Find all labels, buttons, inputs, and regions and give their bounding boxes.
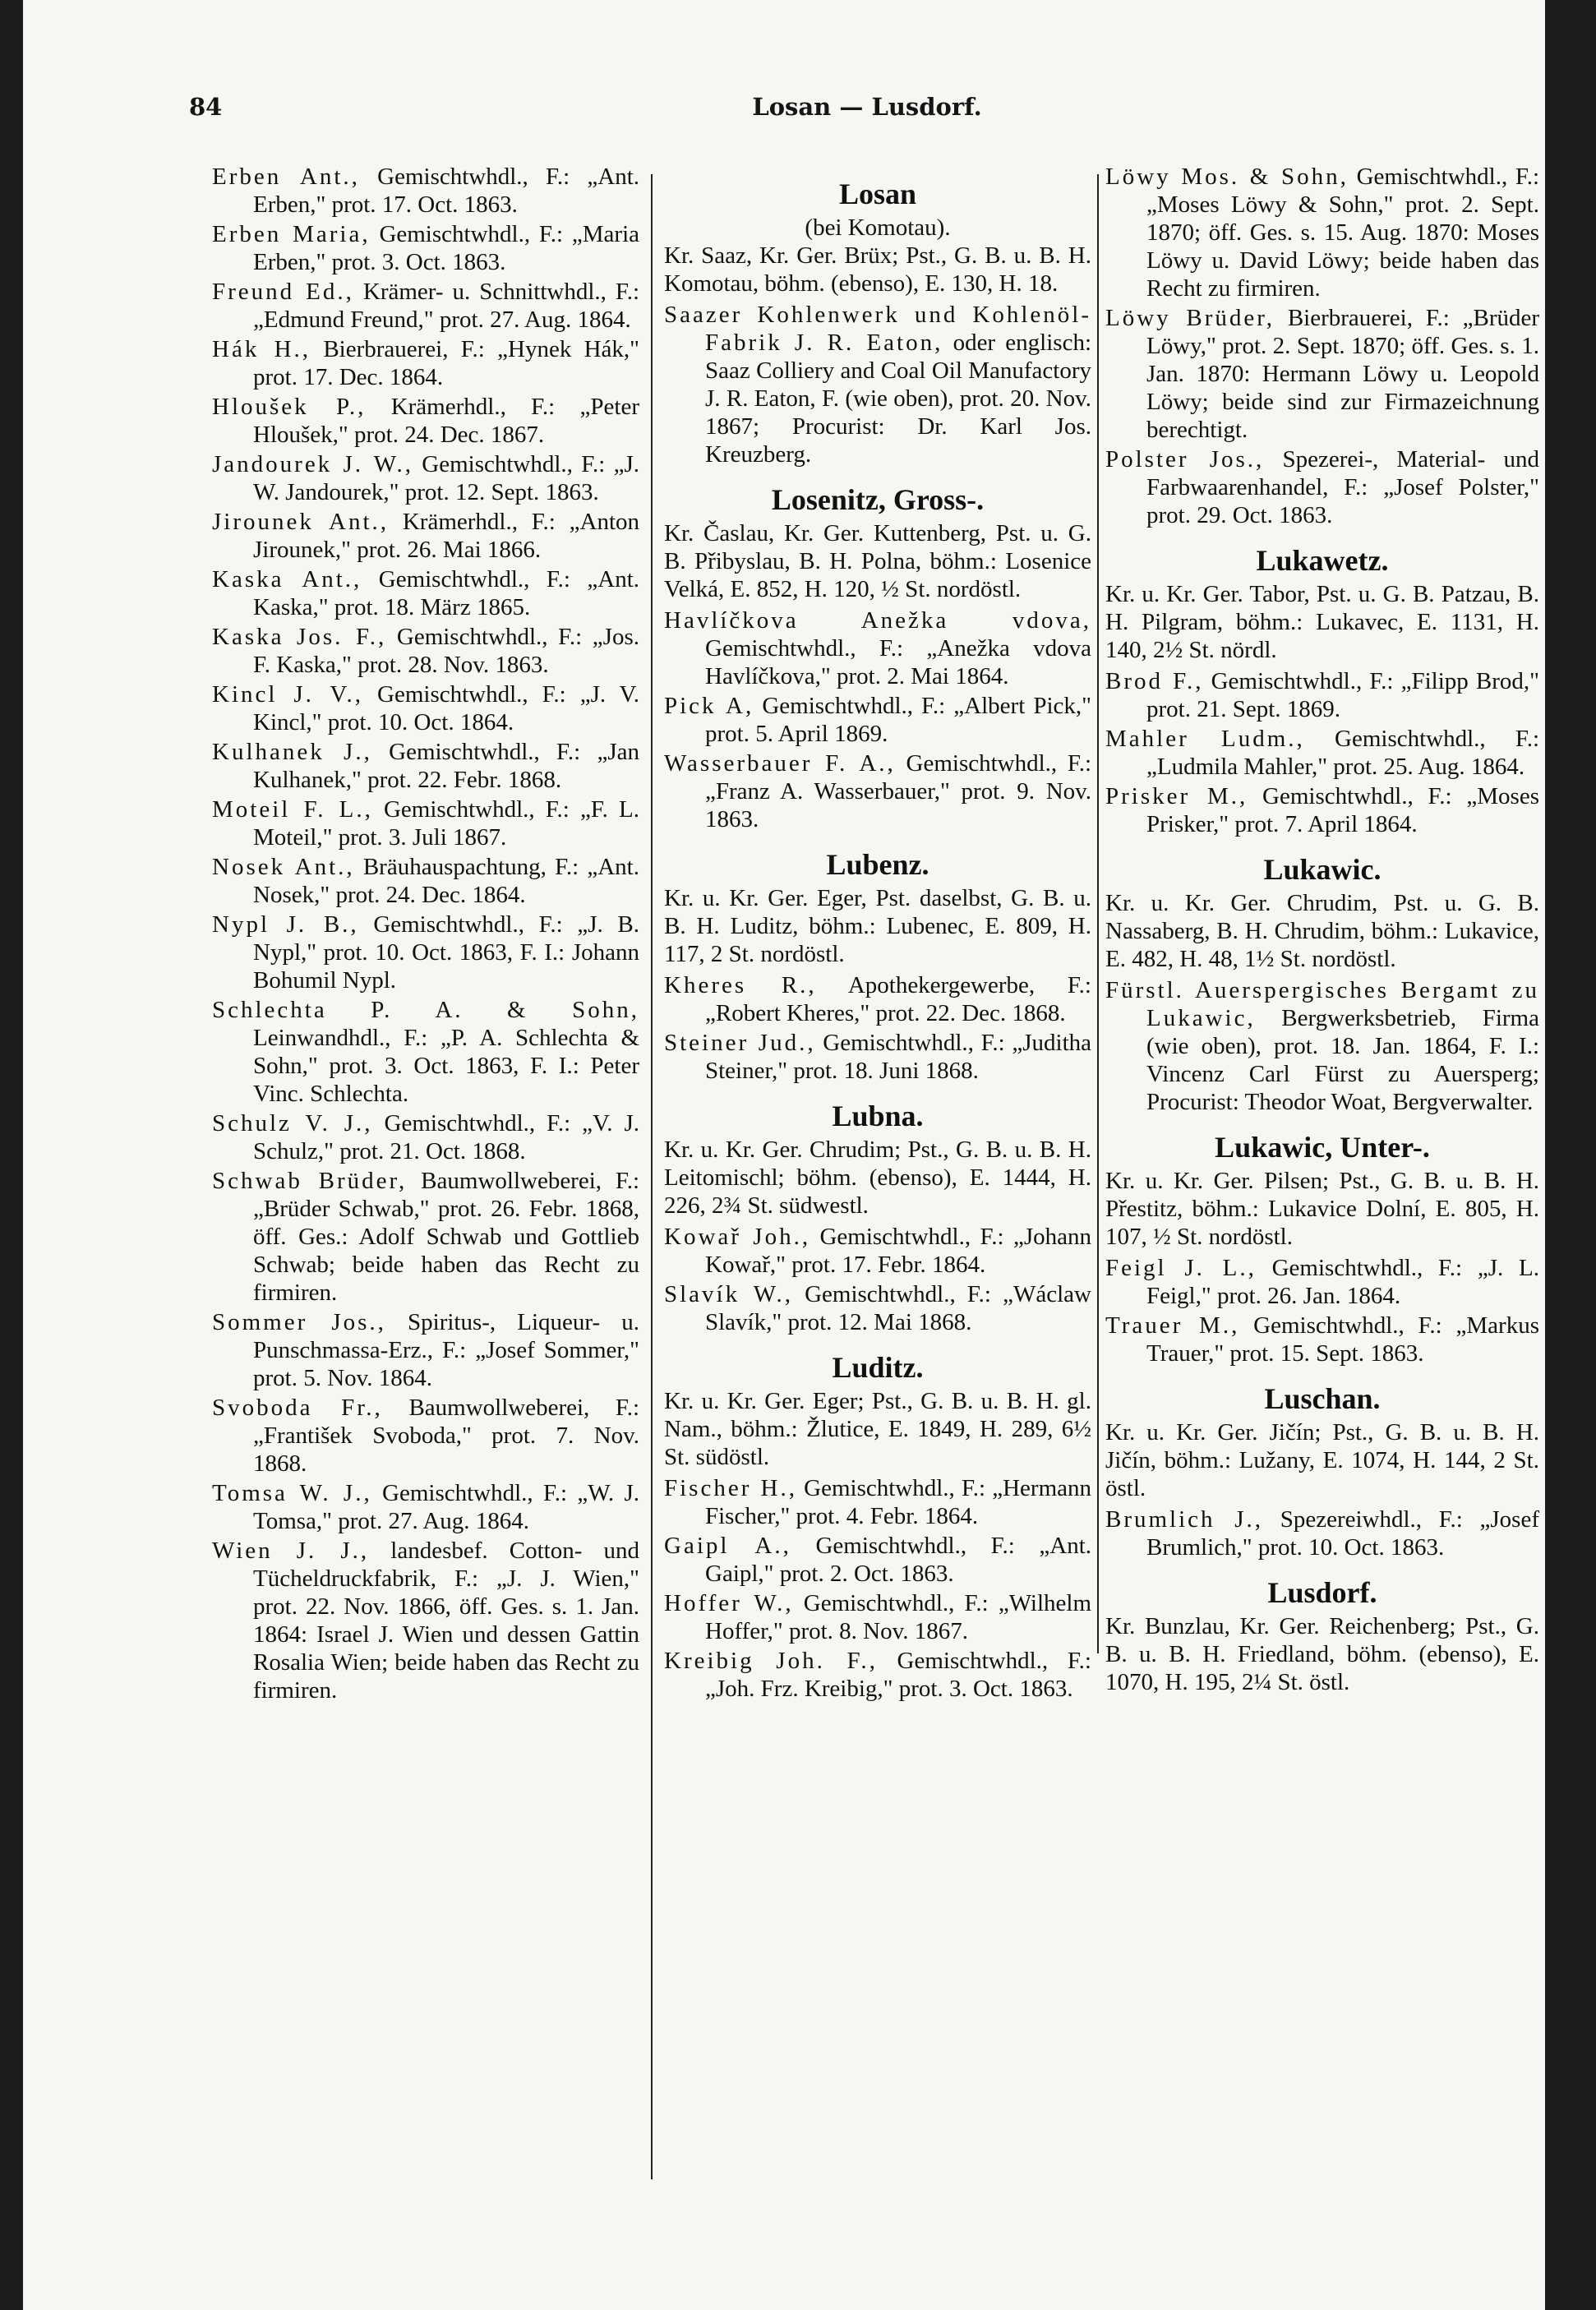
entry-name: Kaska Jos. F., bbox=[212, 624, 387, 650]
place-info: Kr. u. Kr. Ger. Chrudim; Pst., G. B. u. B. H. Leitomischl; böhm. (ebenso), E. 1444, H. 226, 2¾ St. südwestl. bbox=[664, 1137, 1091, 1219]
entry-text: Gemischtwhdl., F.: „Hermann Fischer," prot. 4. Febr. 1864. bbox=[705, 1475, 1092, 1529]
page-number: 84 bbox=[189, 93, 223, 121]
directory-entry bbox=[1105, 1312, 1539, 1367]
entry-name: Kincl J. V., bbox=[212, 681, 364, 708]
entry-text: Spezerei-, Material- und Farbwaarenhandel, F.: „Josef Polster," prot. 29. Oct. 1863. bbox=[1146, 446, 1539, 528]
place-heading: Lukawetz. bbox=[1256, 544, 1389, 577]
entry-text: landesbef. Cotton- und Tücheldruckfabrik, F.: „J. J. Wien," prot. 22. Nov. 1866, öff. Ges. s. 1. Jan. 1864: Israel J. Wien und dessen Gattin Rosalia Wien; beide haben das Recht zu firmiren. bbox=[253, 1538, 639, 1704]
directory-entry bbox=[664, 606, 1091, 690]
directory-entry bbox=[664, 1532, 1091, 1588]
directory-entry bbox=[1105, 163, 1539, 302]
entry-text: Gemischtwhdl., F.: „W. J. Tomsa," prot. 27. Aug. 1864. bbox=[253, 1480, 640, 1534]
entry-name: Mahler Ludm., bbox=[1105, 726, 1305, 752]
column-rule bbox=[651, 174, 653, 2179]
place-info: Kr. Saaz, Kr. Ger. Brüx; Pst., G. B. u. B. H. Komotau, böhm. (ebenso), E. 130, H. 18. bbox=[664, 242, 1091, 297]
directory-entry bbox=[212, 1167, 639, 1307]
entry-name: Gaipl A., bbox=[664, 1533, 791, 1559]
entry-text: Gemischtwhdl., F.: „Franz A. Wasserbauer," prot. 9. Nov. 1863. bbox=[705, 750, 1091, 832]
entry-name: Schlechta P. A. & Sohn, bbox=[212, 997, 639, 1023]
entry-text: Krämerhdl., F.: „Anton Jirounek," prot. 26. Mai 1866. bbox=[253, 509, 639, 563]
entry-name: Kaska Ant., bbox=[212, 566, 362, 592]
entry-name: Jirounek Ant., bbox=[212, 509, 390, 535]
entry-text: Gemischtwhdl., F.: „Jan Kulhanek," prot. 22. Febr. 1868. bbox=[253, 739, 639, 793]
entry-text: Gemischtwhdl., F.: „Ant. Gaipl," prot. 2. Oct. 1863. bbox=[705, 1533, 1091, 1587]
directory-entry bbox=[212, 911, 639, 994]
entry-name: Hoffer W., bbox=[664, 1590, 794, 1616]
directory-entry bbox=[664, 971, 1091, 1027]
directory-entry bbox=[212, 1394, 639, 1478]
directory-entry bbox=[664, 1647, 1091, 1703]
running-title: Losan — Lusdorf. bbox=[752, 93, 982, 121]
entry-text: Spiritus-, Liqueur- u. Punschmassa-Erz., F.: „Josef Sommer," prot. 5. Nov. 1864. bbox=[253, 1309, 639, 1391]
entry-text: Bergwerksbetrieb, Firma (wie oben), prot. 18. Jan. 1864, F. I.: Vincenz Carl Fürst zu Auersperg; Procurist: Theodor Woat, Bergverwalter. bbox=[1146, 1005, 1539, 1115]
entry-name: Schulz V. J., bbox=[212, 1110, 373, 1137]
place-heading: Lubna. bbox=[832, 1100, 924, 1132]
entry-name: Fischer H., bbox=[664, 1475, 797, 1501]
directory-entry bbox=[212, 996, 639, 1108]
directory-entry bbox=[212, 278, 639, 334]
entry-text: Gemischtwhdl., F.: „J. L. Feigl," prot. 26. Jan. 1864. bbox=[1146, 1255, 1539, 1309]
place-heading: Losenitz, Gross-. bbox=[771, 483, 985, 516]
entry-name: Steiner Jud., bbox=[664, 1030, 816, 1056]
entry-text: Gemischtwhdl., F.: „Wáclaw Slavík," prot. 12. Mai 1868. bbox=[705, 1281, 1091, 1335]
entry-name: Hák H., bbox=[212, 336, 311, 362]
entry-name: Schwab Brüder, bbox=[212, 1168, 408, 1194]
entry-name: Hloušek P., bbox=[212, 394, 367, 420]
entry-text: Bräuhauspachtung, F.: „Ant. Nosek," prot. 24. Dec. 1864. bbox=[253, 854, 639, 908]
entry-name: Kowař Joh., bbox=[664, 1224, 811, 1250]
directory-entry bbox=[664, 1280, 1091, 1336]
entry-text: Apothekergewerbe, F.: „Robert Kheres," prot. 22. Dec. 1868. bbox=[705, 972, 1091, 1026]
column-1 bbox=[212, 163, 639, 1706]
entry-name: Kheres R., bbox=[664, 972, 817, 998]
entry-text: Gemischtwhdl., F.: „F. L. Moteil," prot. 3. Juli 1867. bbox=[253, 796, 639, 851]
place-heading: Luditz. bbox=[832, 1351, 924, 1384]
entry-text: Gemischtwhdl., F.: „Markus Trauer," prot. 15. Sept. 1863. bbox=[1146, 1312, 1539, 1367]
entry-name: Polster Jos., bbox=[1105, 446, 1265, 473]
entry-name: Tomsa W. J., bbox=[212, 1480, 372, 1506]
entry-text: Bierbrauerei, F.: „Hynek Hák," prot. 17. Dec. 1864. bbox=[253, 336, 639, 390]
place-info: Kr. u. Kr. Ger. Eger, Pst. daselbst, G. B. u. B. H. Luditz, böhm.: Lubenec, E. 809, H. 117, 2 St. nordöstl. bbox=[664, 885, 1091, 967]
entry-text: Gemischtwhdl., F.: „Filipp Brod," prot. 21. Sept. 1869. bbox=[1146, 668, 1540, 722]
directory-entry bbox=[212, 565, 639, 621]
directory-entry bbox=[664, 1589, 1091, 1645]
entry-name: Jandourek J. W., bbox=[212, 451, 413, 477]
entry-name: Kulhanek J., bbox=[212, 739, 372, 765]
entry-name: Svoboda Fr., bbox=[212, 1395, 383, 1421]
entry-text: Krämer- u. Schnittwhdl., F.: „Edmund Freund," prot. 27. Aug. 1864. bbox=[253, 279, 640, 333]
directory-entry bbox=[664, 1223, 1091, 1279]
place-heading: Lubenz. bbox=[826, 848, 929, 881]
entry-text: Leinwandhdl., F.: „P. A. Schlechta & Sohn," prot. 3. Oct. 1863, F. I.: Peter Vinc. Schlechta. bbox=[253, 1025, 639, 1107]
entry-name: Brod F., bbox=[1105, 668, 1204, 694]
entry-text: Gemischtwhdl., F.: „Ant. Erben," prot. 17. Oct. 1863. bbox=[253, 164, 639, 218]
place-heading: Losan bbox=[838, 178, 917, 210]
entry-name: Löwy Mos. & Sohn, bbox=[1105, 164, 1349, 190]
entry-name: Wien J. J., bbox=[212, 1538, 370, 1564]
directory-entry bbox=[664, 1029, 1091, 1085]
entry-text: Gemischtwhdl., F.: „Ant. Kaska," prot. 18. März 1865. bbox=[253, 566, 639, 620]
entry-text: Gemischtwhdl., F.: „Johann Kowař," prot. 17. Febr. 1864. bbox=[705, 1224, 1091, 1278]
directory-entry bbox=[1105, 725, 1539, 781]
entry-text: Gemischtwhdl., F.: „J. W. Jandourek," prot. 12. Sept. 1863. bbox=[253, 451, 639, 505]
directory-entry bbox=[212, 1537, 639, 1704]
entry-name: Nypl J. B., bbox=[212, 911, 359, 938]
entry-name: Brumlich J., bbox=[1105, 1506, 1264, 1533]
entry-name: Slavík W., bbox=[664, 1281, 793, 1307]
entry-text: Baumwollweberei, F.: „František Svoboda," prot. 7. Nov. 1868. bbox=[253, 1395, 640, 1477]
directory-entry bbox=[212, 450, 639, 506]
entry-name: Sommer Jos., bbox=[212, 1309, 386, 1335]
directory-entry bbox=[664, 301, 1091, 468]
directory-entry bbox=[212, 738, 639, 794]
entry-name: Freund Ed., bbox=[212, 279, 354, 305]
directory-entry bbox=[1105, 1505, 1539, 1561]
entry-name: Prisker M., bbox=[1105, 783, 1248, 809]
directory-entry bbox=[212, 623, 639, 679]
directory-entry bbox=[212, 163, 639, 219]
entry-name: Trauer M., bbox=[1105, 1312, 1240, 1339]
directory-entry bbox=[1105, 667, 1539, 723]
entry-name: Pick A, bbox=[664, 693, 754, 719]
entry-text: Gemischtwhdl., F.: „Ludmila Mahler," prot. 25. Aug. 1864. bbox=[1146, 726, 1540, 780]
entry-text: Gemischtwhdl., F.: „Wilhelm Hoffer," prot. 8. Nov. 1867. bbox=[705, 1590, 1092, 1644]
column-3 bbox=[1105, 163, 1539, 1699]
entry-text: Gemischtwhdl., F.: „J. B. Nypl," prot. 10. Oct. 1863, F. I.: Johann Bohumil Nypl. bbox=[253, 911, 639, 994]
directory-entry bbox=[664, 692, 1091, 748]
entry-name: Löwy Brüder, bbox=[1105, 305, 1275, 331]
directory-entry bbox=[1105, 1254, 1539, 1310]
entry-name: Saazer Kohlenwerk und Kohlenöl-Fabrik J. R. Eaton, bbox=[664, 302, 1091, 356]
entry-name: Fürstl. Auerspergisches Bergamt zu Lukawic, bbox=[1105, 977, 1539, 1031]
place-subheading: (bei Komotau). bbox=[805, 214, 951, 241]
directory-entry bbox=[1105, 976, 1539, 1116]
place-info: Kr. Časlau, Kr. Ger. Kuttenberg, Pst. u. G. B. Přibyslau, B. H. Polna, böhm.: Losenice Velká, E. 852, H. 120, ½ St. nordöstl. bbox=[664, 520, 1091, 602]
entry-text: Gemischtwhdl., F.: „Moses Löwy & Sohn," prot. 2. Sept. 1870; öff. Ges. s. 15. Aug. 1870: Moses Löwy u. David Löwy; beide haben das Recht zu firmiren. bbox=[1146, 164, 1539, 302]
entry-text: Gemischtwhdl., F.: „Albert Pick," prot. 5. April 1869. bbox=[705, 693, 1092, 747]
directory-entry bbox=[212, 335, 639, 391]
entry-text: Baumwollweberei, F.: „Brüder Schwab," prot. 26. Febr. 1868, öff. Ges.: Adolf Schwab und Gottlieb Schwab; beide haben das Recht zu firmiren. bbox=[253, 1168, 640, 1306]
place-info: Kr. u. Kr. Ger. Tabor, Pst. u. G. B. Patzau, B. H. Pilgram, böhm.: Lukavec, E. 1131, H. 140, 2½ St. nördl. bbox=[1105, 581, 1539, 663]
entry-text: Gemischtwhdl., F.: „Jos. F. Kaska," prot. 28. Nov. 1863. bbox=[253, 624, 639, 678]
directory-entry bbox=[664, 1474, 1091, 1530]
entry-name: Havlíčkova Anežka vdova, bbox=[664, 607, 1091, 634]
directory-entry bbox=[1105, 782, 1539, 838]
entry-text: Bierbrauerei, F.: „Brüder Löwy," prot. 2. Sept. 1870; öff. Ges. s. 1. Jan. 1870: Hermann Löwy u. Leopold Löwy; beide sind zur Firmazeichnung berechtigt. bbox=[1146, 305, 1540, 443]
entry-name: Kreibig Joh. F., bbox=[664, 1648, 878, 1674]
directory-entry bbox=[212, 1479, 639, 1535]
column-2 bbox=[664, 163, 1091, 1704]
entry-name: Erben Maria, bbox=[212, 221, 371, 247]
directory-entry bbox=[212, 393, 639, 449]
directory-entry bbox=[212, 508, 639, 564]
entry-text: Gemischtwhdl., F.: „J. V. Kincl," prot. 10. Oct. 1864. bbox=[253, 681, 639, 735]
place-heading: Lusdorf. bbox=[1267, 1576, 1377, 1609]
place-heading: Lukawic. bbox=[1263, 853, 1382, 886]
entry-text: Gemischtwhdl., F.: „Maria Erben," prot. 3. Oct. 1863. bbox=[253, 221, 639, 275]
place-heading: Lukawic, Unter-. bbox=[1215, 1131, 1430, 1164]
page-header bbox=[189, 93, 1545, 129]
entry-text: Gemischtwhdl., F.: „Juditha Steiner," prot. 18. Juni 1868. bbox=[705, 1030, 1091, 1084]
directory-entry bbox=[1105, 445, 1539, 529]
place-info: Kr. u. Kr. Ger. Chrudim, Pst. u. G. B. Nassaberg, B. H. Chrudim, böhm.: Lukavice, E. 482, H. 48, 1½ St. nordöstl. bbox=[1105, 890, 1539, 972]
place-info: Kr. u. Kr. Ger. Eger; Pst., G. B. u. B. H. gl. Nam., böhm.: Žlutice, E. 1849, H. 289, 6½ St. südöstl. bbox=[664, 1388, 1091, 1470]
entry-name: Erben Ant., bbox=[212, 164, 360, 190]
entry-name: Nosek Ant., bbox=[212, 854, 355, 880]
entry-name: Wasserbauer F. A., bbox=[664, 750, 896, 777]
entry-text: oder englisch: Saaz Colliery and Coal Oil Manufactory J. R. Eaton, F. (wie oben), prot. 20. Nov. 1867; Procurist: Dr. Karl Jos. Kreuzberg. bbox=[705, 330, 1091, 468]
directory-entry bbox=[664, 749, 1091, 833]
directory-entry bbox=[212, 680, 639, 736]
entry-text: Gemischtwhdl., F.: „V. J. Schulz," prot. 21. Oct. 1868. bbox=[253, 1110, 639, 1164]
entry-name: Moteil F. L., bbox=[212, 796, 373, 823]
directory-entry bbox=[212, 1308, 639, 1392]
directory-entry bbox=[212, 795, 639, 851]
directory-entry bbox=[1105, 304, 1539, 444]
place-info: Kr. u. Kr. Ger. Pilsen; Pst., G. B. u. B. H. Přestitz, böhm.: Lukavice Dolní, E. 805, H. 107, ½ St. nordöstl. bbox=[1105, 1168, 1539, 1250]
directory-entry bbox=[212, 853, 639, 909]
entry-text: Krämerhdl., F.: „Peter Hloušek," prot. 24. Dec. 1867. bbox=[253, 394, 640, 448]
entry-name: Feigl J. L., bbox=[1105, 1255, 1257, 1281]
column-rule bbox=[1097, 174, 1099, 1653]
entry-text: Gemischtwhdl., F.: „Moses Prisker," prot. 7. April 1864. bbox=[1146, 783, 1539, 837]
entry-text: Gemischtwhdl., F.: „Anežka vdova Havlíčkova," prot. 2. Mai 1864. bbox=[705, 635, 1091, 689]
directory-entry bbox=[212, 1109, 639, 1165]
place-info: Kr. u. Kr. Ger. Jičín; Pst., G. B. u. B. H. Jičín, böhm.: Lužany, E. 1074, H. 144, 2 St. östl. bbox=[1105, 1419, 1539, 1501]
entry-text: Gemischtwhdl., F.: „Joh. Frz. Kreibig," prot. 3. Oct. 1863. bbox=[705, 1648, 1091, 1702]
place-heading: Luschan. bbox=[1264, 1382, 1381, 1415]
directory-entry bbox=[212, 220, 639, 276]
place-info: Kr. Bunzlau, Kr. Ger. Reichenberg; Pst., G. B. u. B. H. Friedland, böhm. (ebenso), E. 1070, H. 195, 2¼ St. östl. bbox=[1105, 1613, 1539, 1695]
entry-text: Spezereiwhdl., F.: „Josef Brumlich," prot. 10. Oct. 1863. bbox=[1146, 1506, 1539, 1561]
